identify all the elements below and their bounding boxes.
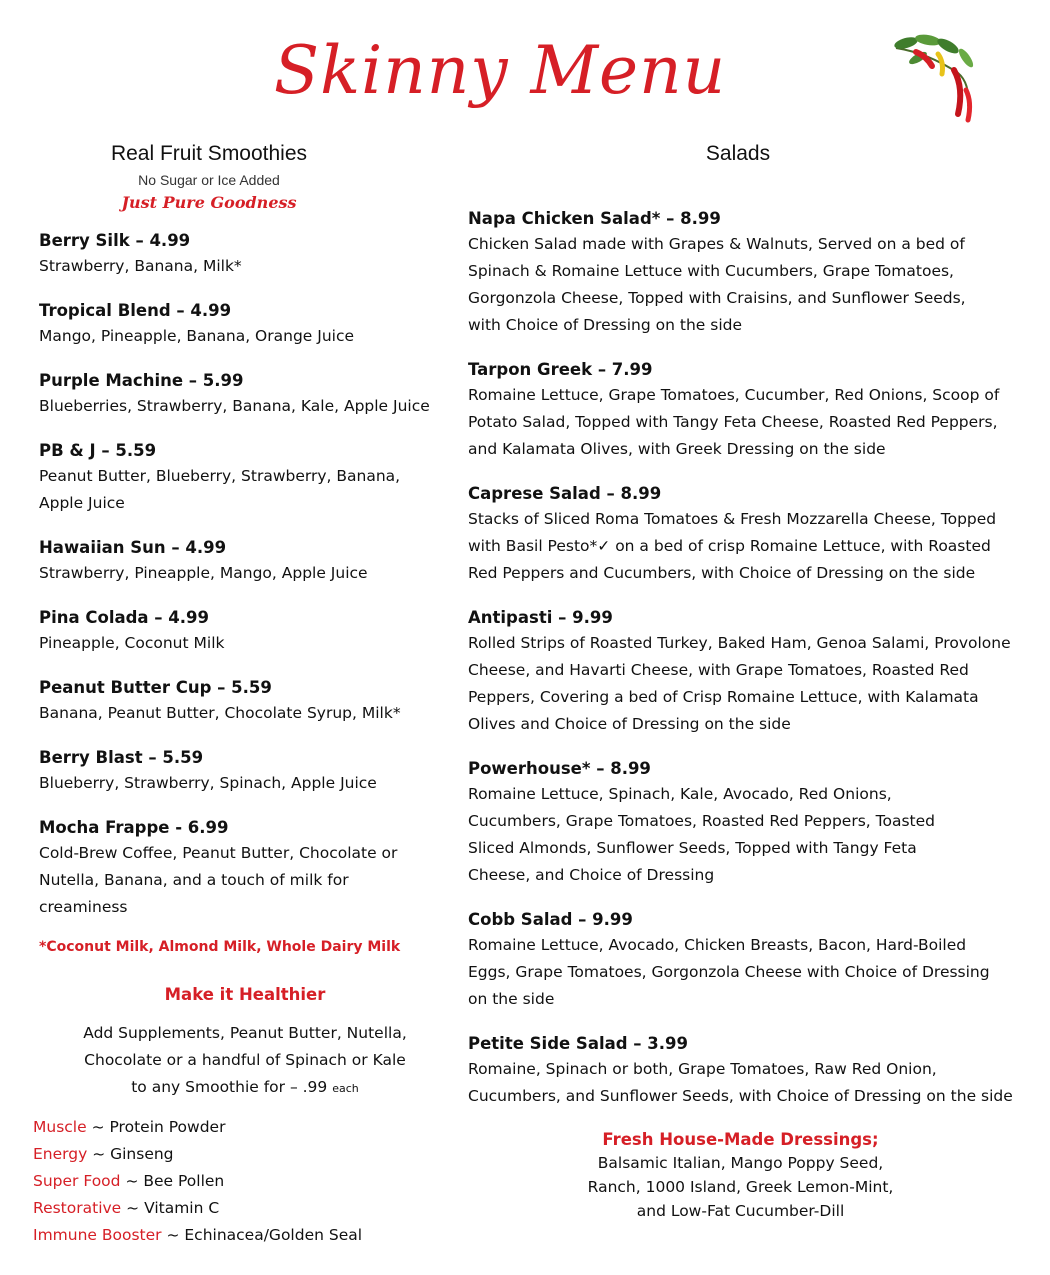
smoothies-tagline: Just Pure Goodness: [121, 193, 297, 212]
salad-name: Antipasti – 9.99: [468, 608, 613, 627]
healthier-each: each: [332, 1082, 359, 1095]
supplement-value: Protein Powder: [109, 1118, 226, 1136]
salad-name: Caprese Salad – 8.99: [468, 484, 662, 503]
supplement-item: [33, 1114, 449, 1141]
milk-note: *Coconut Milk, Almond Milk, Whole Dairy Milk: [39, 939, 401, 955]
smoothie-name: Peanut Butter Cup – 5.59: [39, 678, 272, 697]
smoothie-name: Tropical Blend – 4.99: [39, 301, 232, 320]
salads-column: [468, 142, 1013, 1223]
supplement-category: Restorative: [33, 1199, 122, 1217]
smoothie-item: [39, 675, 449, 727]
smoothie-desc: Mango, Pineapple, Banana, Orange Juice: [39, 327, 355, 345]
smoothie-name: Berry Blast – 5.59: [39, 748, 204, 767]
supplement-sep: ~: [121, 1199, 145, 1217]
menu-title: Skinny Menu: [273, 32, 727, 109]
supplement-value: Bee Pollen: [143, 1172, 225, 1190]
supplement-item: [33, 1168, 449, 1195]
supplement-item: [33, 1141, 449, 1168]
smoothie-item: [39, 368, 449, 420]
smoothie-desc: Pineapple, Coconut Milk: [39, 634, 225, 652]
healthier-line: [39, 1074, 451, 1102]
healthier-price: to any Smoothie for – .99: [131, 1078, 328, 1096]
salads-heading: Salads: [705, 142, 771, 165]
salad-desc: Romaine, Spinach or both, Grape Tomatoes, Raw Red Onion, Cucumbers, and Sunflower Seeds, with Choice of Dressing on the side: [468, 1060, 1013, 1105]
healthier-line: Add Supplements, Peanut Butter, Nutella,: [83, 1024, 407, 1042]
dressings-title: Fresh House-Made Dressings;: [602, 1130, 879, 1149]
dressings-text: [468, 1151, 1013, 1223]
smoothie-name: PB & J – 5.59: [39, 441, 157, 460]
salad-name: Powerhouse* – 8.99: [468, 759, 651, 778]
smoothie-desc: Peanut Butter, Blueberry, Strawberry, Banana, Apple Juice: [39, 467, 401, 512]
smoothie-name: Mocha Frappe - 6.99: [39, 818, 229, 837]
supplement-category: Super Food: [33, 1172, 121, 1190]
smoothie-item: [39, 438, 449, 517]
smoothie-desc: Strawberry, Banana, Milk*: [39, 257, 242, 275]
smoothie-desc: Blueberries, Strawberry, Banana, Kale, Apple Juice: [39, 397, 430, 415]
supplement-sep: ~: [87, 1145, 111, 1163]
salad-desc: Rolled Strips of Roasted Turkey, Baked Ham, Genoa Salami, Provolone Cheese, and Havarti Cheese, with Grape Tomatoes, Roasted Red Peppers, Covering a bed of Crisp Romaine Lettuce, with Kalamata Olives and Choice of Dressing on the side: [468, 634, 1011, 733]
smoothie-desc: Strawberry, Pineapple, Mango, Apple Juice: [39, 564, 368, 582]
salad-item: [468, 357, 1013, 463]
smoothie-item: [39, 228, 449, 280]
smoothie-item: [39, 605, 449, 657]
salad-desc: Romaine Lettuce, Spinach, Kale, Avocado, Red Onions, Cucumbers, Grape Tomatoes, Roasted Red Peppers, Toasted Sliced Almonds, Sunflower Seeds, Topped with Tangy Feta Cheese, and Choice of Dressing: [468, 785, 935, 884]
supplement-list: [33, 1114, 449, 1249]
salad-desc: Chicken Salad made with Grapes & Walnuts, Served on a bed of Spinach & Romaine Lettuce with Cucumbers, Grape Tomatoes, Gorgonzola Cheese, Topped with Craisins, and Sunflower Seeds, with Choice of Dressing on the side: [468, 235, 966, 334]
salad-item: [468, 907, 1013, 1013]
dressings-line: and Low-Fat Cucumber-Dill: [636, 1202, 845, 1220]
salad-name: Cobb Salad – 9.99: [468, 910, 633, 929]
healthier-title: Make it Healthier: [164, 985, 326, 1004]
smoothie-item: [39, 745, 449, 797]
smoothies-column: [33, 142, 449, 1249]
salad-item: [468, 481, 1013, 587]
supplement-sep: ~: [86, 1118, 110, 1136]
supplement-value: Vitamin C: [144, 1199, 220, 1217]
salad-item: [468, 206, 1013, 339]
dressings-line: Ranch, 1000 Island, Greek Lemon-Mint,: [587, 1178, 894, 1196]
supplement-category: Muscle: [33, 1118, 87, 1136]
salad-item: [468, 1031, 1013, 1110]
supplement-sep: ~: [161, 1226, 185, 1244]
supplement-item: [33, 1195, 449, 1222]
supplement-sep: ~: [120, 1172, 144, 1190]
salad-list: [468, 206, 1013, 1110]
salad-desc: Stacks of Sliced Roma Tomatoes & Fresh Mozzarella Cheese, Topped with Basil Pesto*✓ on a bed of crisp Romaine Lettuce, with Roasted Red Peppers and Cucumbers, with Choice of Dressing on the side: [468, 510, 997, 582]
salad-desc: Romaine Lettuce, Grape Tomatoes, Cucumber, Red Onions, Scoop of Potato Salad, Topped with Tangy Feta Cheese, Roasted Red Peppers, and Kalamata Olives, with Greek Dressing on the side: [468, 386, 1000, 458]
healthier-text: [39, 1020, 451, 1102]
salad-item: [468, 605, 1013, 738]
salad-desc: Romaine Lettuce, Avocado, Chicken Breasts, Bacon, Hard-Boiled Eggs, Grape Tomatoes, Gorgonzola Cheese with Choice of Dressing on the side: [468, 936, 990, 1008]
pepper-sprig-icon: [888, 28, 988, 128]
smoothie-name: Hawaiian Sun – 4.99: [39, 538, 227, 557]
supplement-value: Echinacea/Golden Seal: [184, 1226, 363, 1244]
smoothie-list: [39, 228, 449, 921]
salad-item: [468, 756, 1013, 889]
salad-name: Petite Side Salad – 3.99: [468, 1034, 689, 1053]
supplement-category: Energy: [33, 1145, 88, 1163]
smoothie-desc: Cold-Brew Coffee, Peanut Butter, Chocolate or Nutella, Banana, and a touch of milk for creaminess: [39, 844, 398, 916]
healthier-line: Chocolate or a handful of Spinach or Kale: [84, 1051, 406, 1069]
smoothie-item: [39, 815, 449, 921]
smoothie-desc: Banana, Peanut Butter, Chocolate Syrup, Milk*: [39, 704, 401, 722]
smoothies-heading: Real Fruit Smoothies: [110, 142, 308, 165]
dressings-line: Balsamic Italian, Mango Poppy Seed,: [597, 1154, 884, 1172]
smoothie-item: [39, 298, 449, 350]
smoothie-desc: Blueberry, Strawberry, Spinach, Apple Juice: [39, 774, 377, 792]
supplement-item: [33, 1222, 449, 1249]
smoothie-name: Pina Colada – 4.99: [39, 608, 210, 627]
supplement-category: Immune Booster: [33, 1226, 162, 1244]
salad-name: Tarpon Greek – 7.99: [468, 360, 653, 379]
smoothie-item: [39, 535, 449, 587]
salad-name: Napa Chicken Salad* – 8.99: [468, 209, 721, 228]
supplement-value: Ginseng: [110, 1145, 174, 1163]
smoothie-name: Berry Silk – 4.99: [39, 231, 191, 250]
smoothie-name: Purple Machine – 5.99: [39, 371, 244, 390]
smoothies-subheading: No Sugar or Ice Added: [138, 172, 280, 188]
